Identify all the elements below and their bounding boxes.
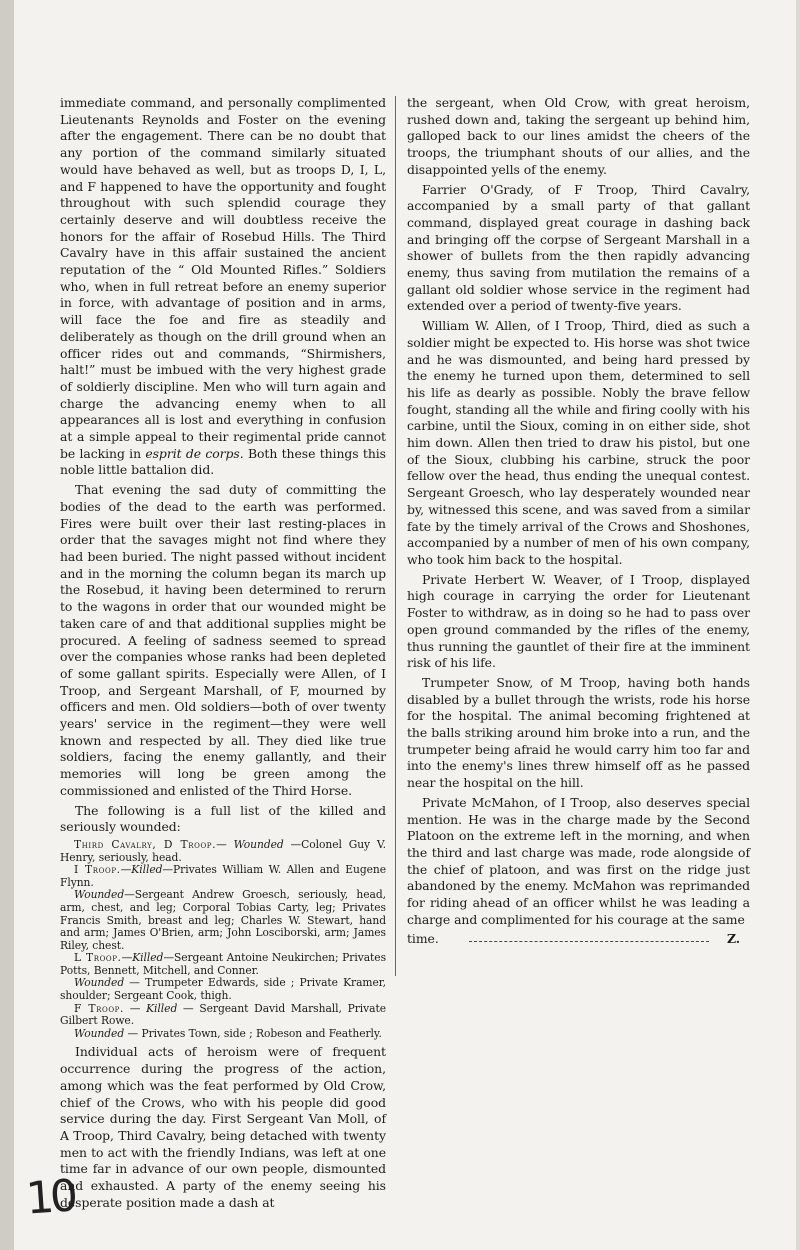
list-item: Wounded—Sergeant Andrew Groesch, seriously, head, arm, chest, and leg; Corporal Tobias Carty, leg; Privates Francis Smith, breast and leg; Charles W. Stewart, hand and arm; James O'Brien, arm; John Losciborski, arm; James Riley, chest. — [60, 888, 386, 952]
paragraph-weaver: Private Herbert W. Weaver, of I Troop, displayed high courage in carrying the order for Lieutenant Foster to withdraw, as in doing so he had to pass over open ground commanded by the rifles of the enemy, thus running the gauntlet of their fire at the imminent risk of his life. — [407, 571, 750, 671]
column-divider — [395, 96, 396, 976]
paragraph-casualty-intro: The following is a full list of the killed and seriously wounded: — [60, 802, 386, 835]
closing-word: time. — [407, 931, 439, 947]
list-item: F Troop. — Killed — Sergeant David Marshall, Private Gilbert Rowe. — [60, 1001, 386, 1028]
paragraph-snow: Trumpeter Snow, of M Troop, having both hands disabled by a bullet through the wrists, rode his horse for the hospital. The animal becoming frightened at the balls striking around him broke into a run, and the trumpeter being afraid he would carry him too far and into the enemy's lines threw himself off as he passed near the hospital on the hill. — [407, 674, 750, 791]
right-column — [407, 95, 750, 948]
italic-esprit-de-corps: esprit de corps. — [145, 445, 244, 461]
ornamental-rule — [469, 941, 709, 943]
paragraph-heroism: Individual acts of heroism were of frequent occurrence during the progress of the action, among which was the feat performed by Old Crow, chief of the Crows, who with his people did good service during the day. First Sergeant Van Moll, of A Troop, Third Cavalry, being detached with twenty men to act with the friendly Indians, was left at one time far in advance of our own people, dismounted and exhausted. A party of the enemy seeing his desperate position made a dash at — [60, 1044, 386, 1210]
list-item: L Troop.—Killed—Sergeant Antoine Neukirchen; Privates Potts, Bennett, Mitchell, and Conner. — [60, 951, 387, 977]
list-item: Wounded — Trumpeter Edwards, side ; Private Kramer, shoulder; Sergeant Cook, thigh. — [60, 976, 386, 1003]
list-item: I Troop.—Killed—Privates William W. Allen and Eugene Flynn. — [60, 863, 386, 889]
casualty-list — [60, 839, 386, 1041]
list-item: Wounded — Privates Town, side ; Robeson and Featherly. — [74, 1026, 382, 1040]
author-signature: Z. — [726, 931, 740, 947]
left-column — [60, 95, 386, 1214]
paragraph-command-praise: immediate command, and personally complimented Lieutenants Reynolds and Foster on the evening after the engagement. There can be no doubt that any portion of the command similarly situated would have behaved as well, but as troops D, I, L, and F happened to have the opportunity and fought throughout with such splendid courage they certainly deserve and will doubtless receive the honors for the affair of Rosebud Hills. The Third Cavalry have in this affair sustained the ancient reputation of the “ Old Mounted Rifles.” Soldiers who, when in full retreat before an enemy superior in force, with advantage of position and in arms, will face the foe and fire as steadily and deliberately as though on the drill ground when an officer rides out and commands, “Shirmishers, halt!” must be imbued with the very highest grade of soldierly discipline. Men who will turn again and charge the advancing enemy when to all appearances all is lost and everything in confusion at a simple appeal to their regimental pride cannot be lacking in esprit de corps. Both these things this noble little battalion did. — [60, 95, 386, 478]
signoff-line — [407, 931, 750, 948]
handwritten-page-number: 10 — [24, 1170, 76, 1225]
list-item: Third Cavalry, D Troop.— Wounded —Colonel Guy V. Henry, seriously, head. — [60, 837, 386, 864]
paragraph-burial: That evening the sad duty of committing the bodies of the dead to the earth was performed. Fires were built over their last resting-places in order that the savages might not find where they had been buried. The night passed without incident and in the morning the column began its march up the Rosebud, it having been determined to rerurn to the wagons in order that our wounded might be taken care of and that additional supplies might be procured. A feeling of sadness seemed to spread over the companies whose ranks had been depleted of some gallant spirits. Especially were Allen, of I Troop, and Sergeant Marshall, of F, mourned by officers and men. Old soldiers—both of over twenty years' service in the regiment—they were well known and respected by all. They died like true soldiers, facing the enemy gallantly, and their memories will long be green among the commissioned and enlisted of the Third Horse. — [60, 482, 386, 798]
paragraph-old-crow: the sergeant, when Old Crow, with great heroism, rushed down and, taking the sergeant up behind him, galloped back to our lines amidst the cheers of the troops, the triumphant shouts of our allies, and the disappointed yells of the enemy. — [407, 95, 750, 177]
paragraph-mcmahon: Private McMahon, of I Troop, also deserves special mention. He was in the charge made by the Second Platoon on the extreme left in the morning, and when the third and last charge was made, rode alongside of the chief of platoon, and was first on the ridge just abandoned by the enemy. McMahon was reprimanded for riding ahead of an officer whilst he was leading a charge and complimented for his courage at the same — [407, 794, 750, 927]
paragraph-ogrady: Farrier O'Grady, of F Troop, Third Cavalry, accompanied by a small party of that gallant command, displayed great courage in dashing back and bringing off the corpse of Sergeant Marshall in a shower of bullets from the then rapidly advancing enemy, thus saving from mutilation the remains of a gallant old soldier whose service in the regiment had extended over a period of twenty-five years. — [407, 181, 750, 314]
paragraph-allen: William W. Allen, of I Troop, Third, died as such a soldier might be expected to. His horse was shot twice and he was dismounted, and being hard pressed by the enemy he turned upon them, determined to sell his life as dearly as possible. Nobly the brave fellow fought, standing all the while and firing coolly with his carbine, until the Sioux, coming in on either side, shot him down. Allen then tried to draw his pistol, but one of the Sioux, clubbing his carbine, struck the poor fellow over the head, thus ending the unequal contest. Sergeant Groesch, who lay desperately wounded near by, witnessed this scene, and was saved from a similar fate by the timely arrival of the Crows and Shoshones, accompanied by a number of men of his own company, who took him back to the hospital. — [407, 318, 750, 567]
